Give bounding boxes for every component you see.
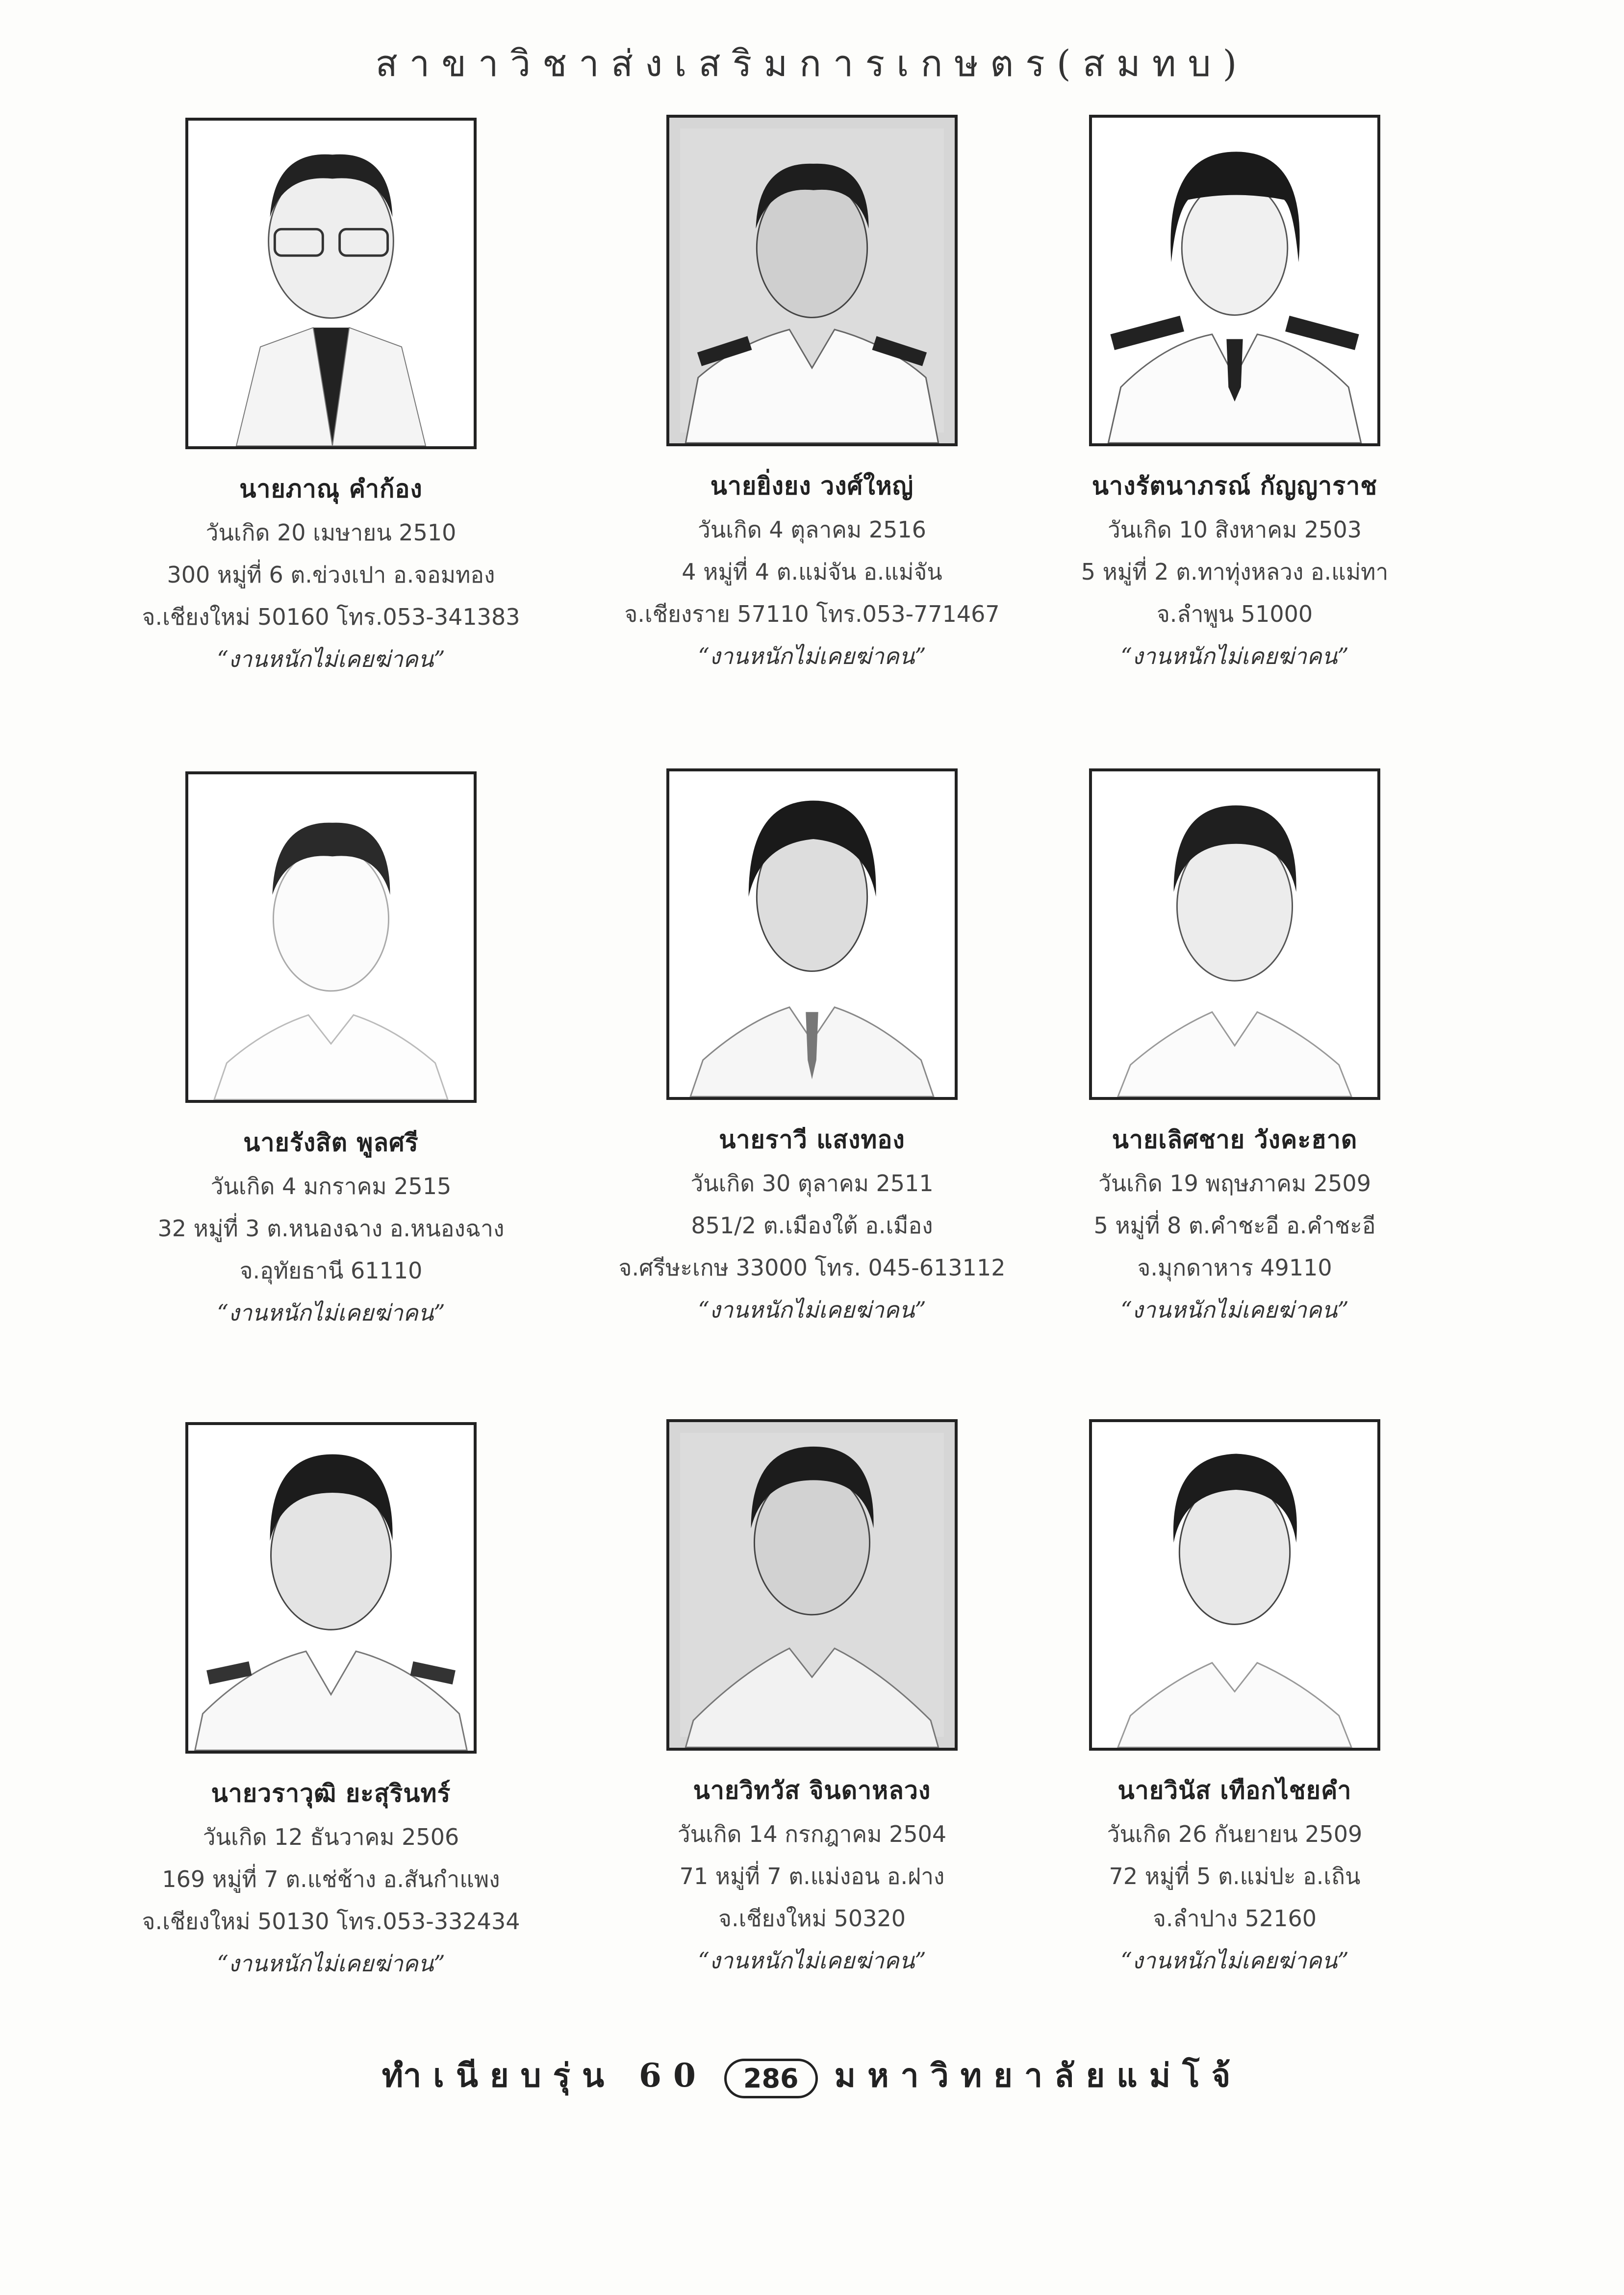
address-line-2: จ.ลำพูน 51000 bbox=[1156, 601, 1313, 627]
footer-right-text: มหาวิทยาลัยแม่โจ้ bbox=[834, 2056, 1243, 2094]
person-name: นายวิทวัส จินดาหลวง bbox=[693, 1776, 931, 1805]
person-name: นายรังสิต พูลศรี bbox=[243, 1128, 419, 1157]
person-name: นายยิ่งยง วงศ์ใหญ่ bbox=[710, 472, 914, 500]
profile-card bbox=[110, 118, 552, 680]
motto: “งานหนักไม่เคยฆ่าคน” bbox=[1120, 1297, 1349, 1323]
portrait-photo bbox=[185, 771, 477, 1103]
motto: “งานหนักไม่เคยฆ่าคน” bbox=[217, 646, 445, 672]
motto: “งานหนักไม่เคยฆ่าคน” bbox=[698, 1297, 926, 1323]
address-line-1: 32 หมู่ที่ 3 ต.หนองฉาง อ.หนองฉาง bbox=[157, 1215, 505, 1242]
person-name: นายเลิศชาย วังคะฮาด bbox=[1112, 1125, 1358, 1154]
address-line-2: จ.ลำปาง 52160 bbox=[1152, 1905, 1317, 1932]
address-line-1: 71 หมู่ที่ 7 ต.แม่งอน อ.ฝาง bbox=[679, 1863, 945, 1889]
motto: “งานหนักไม่เคยฆ่าคน” bbox=[1120, 643, 1349, 669]
person-name: นายวินัส เทือกไชยคำ bbox=[1117, 1776, 1352, 1805]
profile-card bbox=[110, 1422, 552, 1985]
motto: “งานหนักไม่เคยฆ่าคน” bbox=[698, 1947, 926, 1974]
address-line-1: 72 หมู่ที่ 5 ต.แม่ปะ อ.เถิน bbox=[1109, 1863, 1361, 1889]
profile-card bbox=[1014, 768, 1455, 1331]
person-name: นายวราวุฒิ ยะสุรินทร์ bbox=[211, 1779, 451, 1808]
portrait-photo bbox=[666, 115, 958, 446]
birth-date: วันเกิด 26 กันยายน 2509 bbox=[1107, 1821, 1363, 1847]
person-silhouette-icon bbox=[188, 774, 474, 1100]
page-number: 286 bbox=[724, 2059, 818, 2098]
profile-card bbox=[1014, 1419, 1455, 1982]
page-title: สาขาวิชาส่งเสริมการเกษตร(สมทบ) bbox=[375, 43, 1249, 85]
birth-date: วันเกิด 19 พฤษภาคม 2509 bbox=[1098, 1170, 1371, 1197]
birth-date: วันเกิด 4 ตุลาคม 2516 bbox=[698, 516, 926, 543]
address-line-2: จ.เชียงราย 57110 โทร.053-771467 bbox=[624, 601, 1000, 627]
person-silhouette-icon bbox=[1092, 118, 1377, 443]
address-line-1: 300 หมู่ที่ 6 ต.ข่วงเปา อ.จอมทอง bbox=[167, 561, 495, 588]
profile-card bbox=[591, 768, 1033, 1331]
person-name: นายภาณุ คำก้อง bbox=[239, 475, 423, 503]
portrait-photo bbox=[1089, 768, 1380, 1100]
page-footer bbox=[0, 2050, 1624, 2101]
person-silhouette-icon bbox=[1092, 771, 1377, 1097]
address-line-2: จ.เชียงใหม่ 50320 bbox=[718, 1905, 906, 1932]
motto: “งานหนักไม่เคยฆ่าคน” bbox=[217, 1950, 445, 1977]
address-line-1: 5 หมู่ที่ 8 ต.คำชะอี อ.คำชะอี bbox=[1093, 1212, 1376, 1239]
person-name: นายราวี แสงทอง bbox=[719, 1125, 905, 1154]
person-silhouette-icon bbox=[669, 771, 955, 1097]
address-line-2: จ.มุกดาหาร 49110 bbox=[1137, 1254, 1332, 1281]
address-line-1: 5 หมู่ที่ 2 ต.ทาทุ่งหลวง อ.แม่ทา bbox=[1081, 559, 1389, 585]
portrait-photo bbox=[1089, 115, 1380, 446]
portrait-photo bbox=[666, 1419, 958, 1751]
profile-card bbox=[1014, 115, 1455, 677]
birth-date: วันเกิด 30 ตุลาคม 2511 bbox=[690, 1170, 934, 1197]
motto: “งานหนักไม่เคยฆ่าคน” bbox=[217, 1300, 445, 1326]
birth-date: วันเกิด 4 มกราคม 2515 bbox=[210, 1173, 452, 1199]
address-line-2: จ.ศรีษะเกษ 33000 โทร. 045-613112 bbox=[618, 1254, 1006, 1281]
person-name: นางรัตนาภรณ์ กัญญาราช bbox=[1091, 472, 1378, 500]
motto: “งานหนักไม่เคยฆ่าคน” bbox=[1120, 1947, 1349, 1974]
motto: “งานหนักไม่เคยฆ่าคน” bbox=[698, 643, 926, 669]
birth-date: วันเกิด 10 สิงหาคม 2503 bbox=[1108, 516, 1362, 543]
address-line-1: 169 หมู่ที่ 7 ต.แช่ช้าง อ.สันกำแพง bbox=[162, 1866, 500, 1892]
address-line-2: จ.เชียงใหม่ 50160 โทร.053-341383 bbox=[142, 604, 520, 630]
address-line-1: 4 หมู่ที่ 4 ต.แม่จัน อ.แม่จัน bbox=[682, 559, 942, 585]
address-line-1: 851/2 ต.เมืองใต้ อ.เมือง bbox=[691, 1212, 933, 1239]
birth-date: วันเกิด 20 เมษายน 2510 bbox=[205, 519, 457, 546]
profile-card bbox=[110, 771, 552, 1334]
footer-left-text: ทำเนียบรุ่น 60 bbox=[381, 2056, 708, 2094]
person-silhouette-icon bbox=[669, 118, 955, 443]
portrait-photo bbox=[185, 1422, 477, 1754]
person-silhouette-icon bbox=[669, 1422, 955, 1748]
birth-date: วันเกิด 14 กรกฎาคม 2504 bbox=[677, 1821, 947, 1847]
address-line-2: จ.อุทัยธานี 61110 bbox=[239, 1257, 423, 1284]
person-silhouette-icon bbox=[1092, 1422, 1377, 1748]
profile-card bbox=[591, 115, 1033, 677]
portrait-photo bbox=[666, 768, 958, 1100]
profile-card bbox=[591, 1419, 1033, 1982]
birth-date: วันเกิด 12 ธันวาคม 2506 bbox=[203, 1824, 459, 1850]
portrait-photo bbox=[185, 118, 477, 449]
portrait-photo bbox=[1089, 1419, 1380, 1751]
address-line-2: จ.เชียงใหม่ 50130 โทร.053-332434 bbox=[142, 1908, 520, 1935]
person-silhouette-icon bbox=[188, 1425, 474, 1751]
person-silhouette-icon bbox=[188, 121, 474, 446]
